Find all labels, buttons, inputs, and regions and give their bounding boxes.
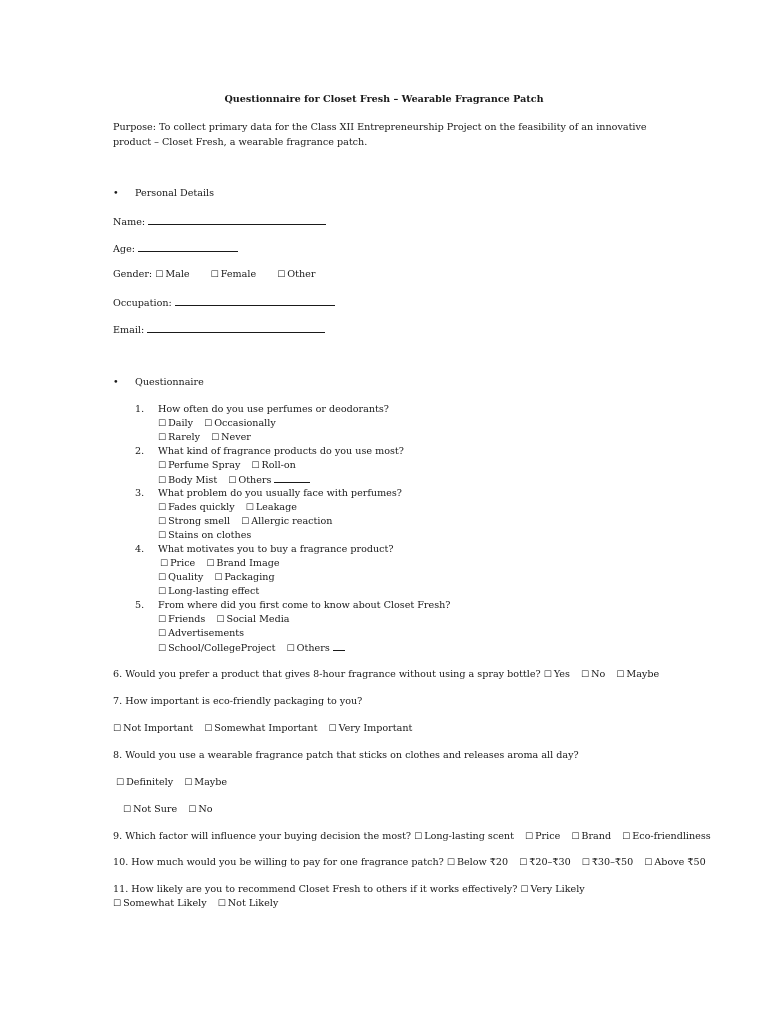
question-4-options-row-2	[158, 572, 291, 584]
question-1-options-row-2	[158, 432, 267, 444]
email-label: Email:	[113, 325, 145, 336]
option-packaging[interactable]: ☐ Packaging	[214, 572, 275, 583]
checkbox-icon[interactable]: ☐	[204, 724, 213, 734]
option-20-30[interactable]: ☐ ₹20–₹30	[519, 857, 571, 868]
question-4-options-row-3	[158, 586, 275, 598]
gender-option-other[interactable]: ☐ Other	[277, 269, 316, 280]
question-7-text: 7. How important is eco-friendly packaging to you?	[113, 696, 363, 707]
option-definitely[interactable]: ☐ Definitely	[116, 777, 174, 788]
option-occasionally[interactable]: ☐ Occasionally	[204, 418, 276, 429]
checkbox-icon[interactable]: ☐	[158, 476, 167, 486]
checkbox-icon[interactable]: ☐	[216, 615, 225, 625]
option-very-important[interactable]: ☐ Very Important	[328, 723, 413, 734]
checkbox-icon[interactable]: ☐	[414, 832, 423, 842]
option-somewhat-likely[interactable]: ☐ Somewhat Likely	[113, 898, 207, 909]
option-others[interactable]: ☐ Others	[287, 643, 345, 654]
option-brand-image[interactable]: ☐ Brand Image	[206, 558, 280, 569]
option-advertisements[interactable]: ☐ Advertisements	[158, 628, 245, 639]
email-blank-line[interactable]	[147, 323, 325, 333]
option-friends[interactable]: ☐ Friends	[158, 614, 206, 625]
question-5-options-row-3	[158, 642, 345, 655]
gender-option-male[interactable]: ☐ Male	[155, 269, 190, 280]
question-6	[113, 669, 667, 681]
checkbox-icon[interactable]: ☐	[158, 573, 167, 583]
checkbox-icon[interactable]: ☐	[622, 832, 631, 842]
option-long-lasting-scent[interactable]: ☐ Long-lasting scent	[414, 831, 514, 842]
checkbox-icon[interactable]: ☐	[158, 419, 167, 429]
question-11	[113, 883, 643, 911]
option-30-50[interactable]: ☐ ₹30–₹50	[581, 857, 634, 868]
option-somewhat-important[interactable]: ☐ Somewhat Important	[204, 723, 318, 734]
option-allergic-reaction[interactable]: ☐ Allergic reaction	[241, 516, 333, 527]
checkbox-icon[interactable]: ☐	[158, 433, 167, 443]
question-6-text: 6. Would you prefer a product that gives 8-hour fragrance without using a spray bottle?	[113, 669, 541, 680]
checkbox-icon[interactable]: ☐	[206, 559, 215, 569]
checkbox-icon[interactable]: ☐	[644, 858, 653, 868]
option-below-20[interactable]: ☐ Below ₹20	[446, 857, 509, 868]
checkbox-icon[interactable]: ☐	[581, 858, 590, 868]
checkbox-icon[interactable]: ☐	[580, 670, 590, 680]
checkbox-icon[interactable]: ☐	[113, 899, 122, 909]
question-1-text: How often do you use perfumes or deodorants?	[158, 404, 389, 415]
question-3-text: What problem do you usually face with perfumes?	[158, 488, 402, 499]
checkbox-icon[interactable]: ☐	[251, 461, 260, 471]
option-above-50[interactable]: ☐ Above ₹50	[644, 857, 706, 868]
question-5-options-row-2	[158, 628, 260, 640]
option-brand[interactable]: ☐ Brand	[571, 831, 612, 842]
checkbox-icon[interactable]: ☐	[158, 587, 167, 597]
option-quality[interactable]: ☐ Quality	[158, 572, 204, 583]
option-roll-on[interactable]: ☐ Roll-on	[251, 460, 296, 471]
question-5-options-row-1	[158, 614, 306, 626]
question-9	[113, 831, 719, 843]
option-no[interactable]: ☐ No	[580, 669, 606, 680]
checkbox-icon[interactable]: ☐	[158, 629, 167, 639]
option-body-mist[interactable]: ☐ Body Mist	[158, 475, 218, 486]
occupation-label: Occupation:	[113, 298, 172, 309]
name-field[interactable]	[113, 215, 326, 229]
email-field[interactable]	[113, 323, 325, 337]
checkbox-icon[interactable]: ☐	[214, 573, 223, 583]
gender-field	[113, 269, 331, 281]
question-2-options-row-1	[158, 460, 312, 472]
question-8-options-row-2	[123, 804, 228, 816]
checkbox-icon[interactable]: ☐	[113, 724, 122, 734]
checkbox-icon[interactable]: ☐	[519, 858, 528, 868]
question-10-text: 10. How much would you be willing to pay for one fragrance patch?	[113, 857, 444, 868]
option-social-media[interactable]: ☐ Social Media	[216, 614, 290, 625]
option-no[interactable]: ☐ No	[188, 804, 213, 815]
document-title: Questionnaire for Closet Fresh – Wearable Fragrance Patch	[224, 94, 544, 105]
question-11-text: 11. How likely are you to recommend Closet Fresh to others if it works effectively?	[113, 884, 518, 895]
option-daily[interactable]: ☐ Daily	[158, 418, 194, 429]
checkbox-icon[interactable]: ☐	[228, 476, 237, 486]
checkbox-icon[interactable]: ☐	[217, 899, 226, 909]
checkbox-icon[interactable]: ☐	[571, 832, 580, 842]
checkbox-icon[interactable]: ☐	[158, 644, 167, 654]
option-strong-smell[interactable]: ☐ Strong smell	[158, 516, 231, 527]
checkbox-icon[interactable]: ☐	[158, 503, 167, 513]
checkbox-icon[interactable]: ☐	[241, 517, 250, 527]
question-7-options	[113, 723, 420, 735]
checkbox-icon[interactable]: ☐	[525, 832, 534, 842]
checkbox-icon[interactable]: ☐	[158, 531, 167, 541]
option-not-important[interactable]: ☐ Not Important	[113, 723, 194, 734]
name-blank-line[interactable]	[148, 215, 326, 225]
gender-label: Gender:	[113, 269, 153, 280]
age-label: Age:	[113, 244, 135, 255]
checkbox-icon[interactable]: ☐	[245, 503, 254, 513]
checkbox-icon[interactable]: ☐	[616, 670, 625, 680]
checkbox-icon[interactable]: ☐	[543, 670, 552, 680]
option-yes[interactable]: ☐ Yes	[543, 669, 570, 680]
question-8-options-row-1	[116, 777, 243, 789]
question-2-options-row-2	[158, 474, 310, 487]
checkbox-icon[interactable]: ☐	[116, 778, 125, 788]
checkbox-icon[interactable]: ☐	[211, 433, 220, 443]
question-3-options-row-1	[158, 502, 313, 514]
option-maybe[interactable]: ☐ Maybe	[184, 777, 228, 788]
option-price[interactable]: ☐ Price	[160, 558, 196, 569]
document-page: Questionnaire for Closet Fresh – Wearable Fragrance Patch Purpose: To collect primary data for the Class XII Entrepreneurship Project on the feasibility of an innovative product – Closet Fresh, a wearable fragrance patch. • Personal Details Name: Age: Gender: ☐ Male ☐ Female ☐ Other Occupation: Email: • Questionnaire 1. How often do you use perfumes or deodorants? ☐ Daily ☐ Occasionally ☐ Rarely ☐ Never 2. What kind of fragrance products do you use most? ☐ Perfume Spray ☐ Roll-on ☐ Body Mist ☐ Others 3. What problem do you usually face with perfumes? ☐ Fades quickly ☐ Leakage ☐ Strong smell ☐ Allergic reaction ☐ Stains on clothes 4. What motivates you to buy a fragrance product? ☐ Price ☐ Brand Image ☐ Quality ☐ Packaging ☐ Long-lasting effect 5. From where did you first come to know about Closet Fresh? ☐ Friends ☐ Social Media ☐ Advertisements ☐ School/CollegeProject ☐ Others 6. Would you prefer a product that gives 8-hour fragrance without using a spray bottle? ☐ Yes ☐ No ☐ Maybe 7. How important is eco-friendly packaging to you? ☐ Not Important ☐ Somewhat Important ☐ Very Important 8. Would you use a wearable fragrance patch that sticks on clothes and releases aroma all day? ☐ Definitely ☐ Maybe ☐ Not Sure ☐ No 9. Which factor will influence your buying decision the most? ☐ Long-lasting scent ☐ Price ☐ Brand ☐ Eco-friendliness 10. How much would you be willing to pay for one fragrance patch? ☐ Below ₹20 ☐ ₹20–₹30 ☐ ₹30–₹50 ☐ Above ₹50 11. How likely are you to recommend Closet Fresh to others if it works effectively? ☐ Very Likely ☐ Somewhat Likely ☐ Not Likely	[0, 0, 768, 1024]
option-leakage[interactable]: ☐ Leakage	[245, 502, 297, 513]
checkbox-icon[interactable]: ☐	[210, 270, 219, 280]
question-3-options-row-3	[158, 530, 267, 542]
question-2-text: What kind of fragrance products do you use most?	[158, 446, 404, 457]
checkbox-icon[interactable]: ☐	[286, 644, 295, 654]
checkbox-icon[interactable]: ☐	[123, 805, 132, 815]
option-maybe[interactable]: ☐ Maybe	[616, 669, 660, 680]
option-school-college-project[interactable]: ☐ School/CollegeProject	[158, 643, 276, 654]
option-fades-quickly[interactable]: ☐ Fades quickly	[158, 502, 235, 513]
checkbox-icon[interactable]: ☐	[204, 419, 213, 429]
gender-option-female[interactable]: ☐ Female	[210, 269, 257, 280]
personal-details-heading: • Personal Details	[113, 188, 215, 199]
option-stains-on-clothes[interactable]: ☐ Stains on clothes	[158, 530, 252, 541]
option-not-sure[interactable]: ☐ Not Sure	[123, 804, 178, 815]
name-label: Name:	[113, 217, 146, 228]
checkbox-icon[interactable]: ☐	[158, 615, 167, 625]
checkbox-icon[interactable]: ☐	[158, 461, 167, 471]
checkbox-icon[interactable]: ☐	[446, 858, 455, 868]
question-5-text: From where did you first come to know about Closet Fresh?	[158, 600, 451, 611]
option-price[interactable]: ☐ Price	[525, 831, 561, 842]
bullet-icon: •	[113, 377, 119, 388]
option-others[interactable]: ☐ Others	[228, 475, 310, 486]
age-field[interactable]	[113, 242, 238, 256]
checkbox-icon[interactable]: ☐	[277, 270, 286, 280]
occupation-blank-line[interactable]	[175, 296, 335, 306]
option-never[interactable]: ☐ Never	[211, 432, 251, 443]
question-4-options-row-1	[158, 558, 296, 570]
option-eco-friendliness[interactable]: ☐ Eco-friendliness	[622, 831, 711, 842]
others-blank-line[interactable]	[274, 474, 310, 483]
option-long-lasting-effect[interactable]: ☐ Long-lasting effect	[158, 586, 260, 597]
occupation-field[interactable]	[113, 296, 335, 310]
checkbox-icon[interactable]: ☐	[158, 517, 167, 527]
checkbox-icon[interactable]: ☐	[155, 270, 164, 280]
checkbox-icon[interactable]: ☐	[188, 805, 197, 815]
option-perfume-spray[interactable]: ☐ Perfume Spray	[158, 460, 241, 471]
age-blank-line[interactable]	[138, 242, 238, 252]
question-1-options-row-1	[158, 418, 292, 430]
question-10	[113, 857, 714, 869]
checkbox-icon[interactable]: ☐	[328, 724, 337, 734]
checkbox-icon[interactable]: ☐	[184, 778, 193, 788]
purpose-paragraph: Purpose: To collect primary data for the Class XII Entrepreneurship Project on the feasibility of an innovative product – Closet Fresh, a wearable fragrance patch.	[113, 122, 647, 148]
question-4-text: What motivates you to buy a fragrance product?	[158, 544, 394, 555]
option-rarely[interactable]: ☐ Rarely	[158, 432, 200, 443]
question-3-options-row-2	[158, 516, 348, 528]
bullet-icon: •	[113, 188, 119, 199]
option-very-likely[interactable]: ☐ Very Likely	[520, 884, 585, 895]
question-8-text: 8. Would you use a wearable fragrance patch that sticks on clothes and releases aroma all day?	[113, 750, 579, 761]
checkbox-icon[interactable]: ☐	[520, 885, 529, 895]
questionnaire-heading: • Questionnaire	[113, 377, 204, 388]
others-blank-line[interactable]	[333, 642, 345, 651]
checkbox-icon[interactable]: ☐	[160, 559, 169, 569]
question-9-text: 9. Which factor will influence your buying decision the most?	[113, 831, 412, 842]
option-not-likely[interactable]: ☐ Not Likely	[217, 898, 279, 909]
